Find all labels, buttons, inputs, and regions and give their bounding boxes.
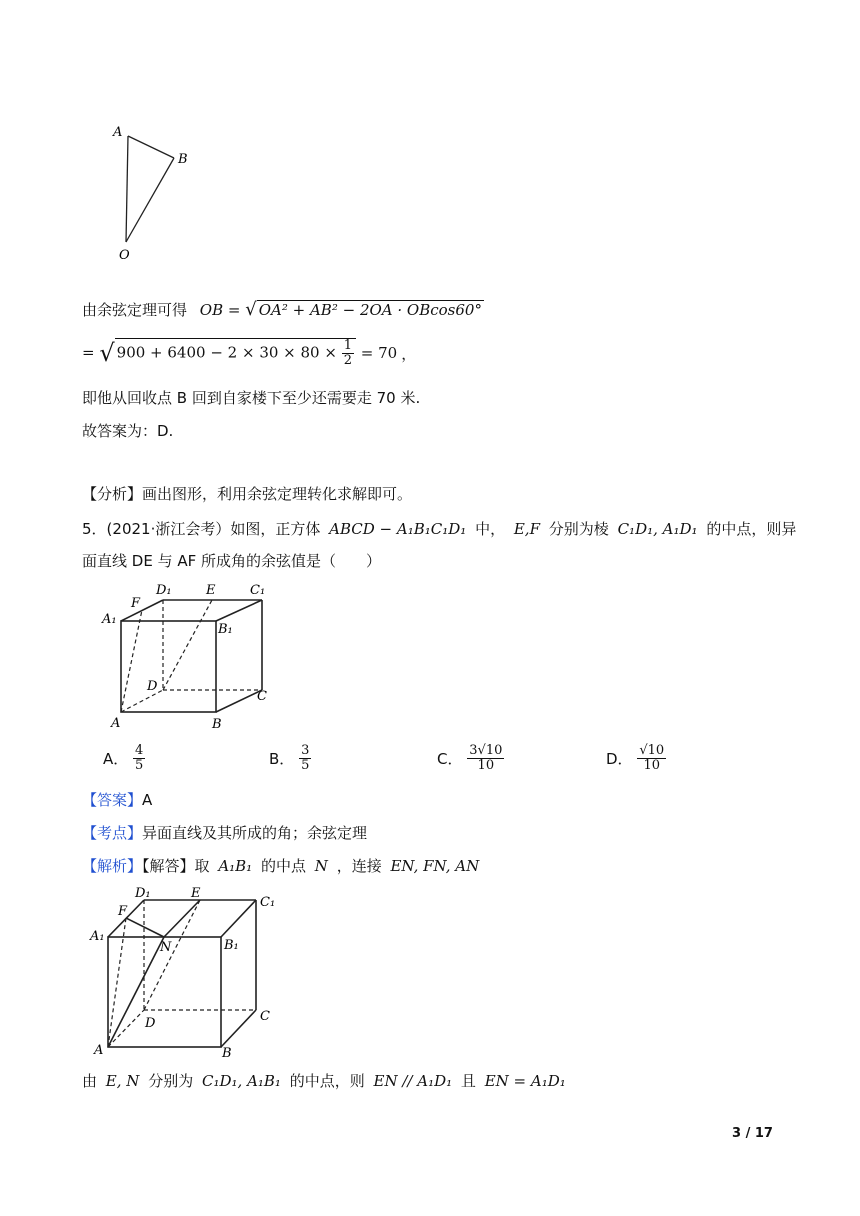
cube-front-face [121, 621, 216, 712]
conclusion-line: 即他从回收点 B 回到自家楼下至少还需要走 70 米. [82, 389, 421, 407]
label-e: E [206, 583, 216, 598]
edge-b-c [221, 1010, 256, 1047]
line-an [108, 937, 164, 1047]
edge-b1-c1 [216, 600, 262, 621]
label-d1: D₁ [156, 583, 172, 598]
option-c[interactable]: C． $\frac{3√10}{10}$ [437, 743, 503, 773]
label-n: N [160, 940, 172, 955]
option-a[interactable]: A． $\frac{4}{5}$ [103, 743, 144, 773]
cube-figure [100, 580, 280, 732]
label-c: C [260, 1009, 270, 1024]
edge-ob [126, 158, 174, 242]
label-f: F [118, 904, 128, 919]
label-d: D [147, 679, 158, 694]
edge-b-c [216, 690, 262, 712]
label-b1: B₁ [224, 938, 239, 953]
edge-a1-d1 [121, 600, 163, 621]
analysis-line: 【分析】画出图形，利用余弦定理转化求解即可。 [82, 485, 413, 503]
label-a1: A₁ [102, 612, 117, 627]
label-b: B [178, 152, 188, 167]
label-o: O [119, 248, 130, 263]
edge-ab [128, 136, 174, 158]
cosine-law-line: 由余弦定理可得 OB = √ OA² + AB² − 2OA · OBcos60° [82, 299, 482, 320]
line-fn [126, 918, 164, 937]
hidden-a-d [108, 1010, 144, 1047]
cube-figure-with-n [88, 880, 288, 1060]
edge-b1-c1 [221, 900, 256, 937]
line-de [163, 600, 212, 690]
label-d1: D₁ [135, 886, 151, 901]
triangle-figure [110, 122, 200, 264]
solution-section: 【解析】【解答】取 A₁B₁ 的中点 N ，连接 EN, FN, AN [82, 857, 480, 875]
label-a1: A₁ [90, 929, 105, 944]
label-b: B [212, 717, 222, 732]
label-b1: B₁ [218, 622, 233, 637]
line-af [121, 610, 142, 712]
label-a: A [113, 125, 123, 140]
label-f: F [131, 596, 141, 611]
label-a: A [111, 716, 121, 731]
topic-section: 【考点】异面直线及其所成的角；余弦定理 [82, 824, 368, 842]
final-line: 由 E, N 分别为 C₁D₁, A₁B₁ 的中点，则 EN // A₁D₁ 且 EN = A₁D₁ [82, 1072, 566, 1090]
line-en [164, 900, 200, 937]
label-c: C [257, 689, 267, 704]
option-d[interactable]: D． $\frac{√10}{10}$ [606, 743, 665, 773]
edge-ao [126, 136, 128, 242]
label-c1: C₁ [250, 583, 266, 598]
answer-section: 【答案】A [82, 791, 153, 809]
option-b[interactable]: B． $\frac{3}{5}$ [269, 743, 310, 773]
calculation-line: = √ 900 + 6400 − 2 × 30 × 80 × $\frac{1}{2}$ = 70 ， [82, 338, 417, 368]
question-5-line1: 5．(2021·浙江会考）如图，正方体 ABCD − A₁B₁C₁D₁ 中， E,F 分别为棱 C₁D₁, A₁D₁ 的中点，则异 [82, 520, 797, 538]
page-number: 3 / 17 [732, 1126, 773, 1141]
label-d: D [145, 1016, 156, 1031]
label-a: A [94, 1043, 104, 1058]
question-5-line2: 面直线 DE 与 AF 所成角的余弦值是（ ） [82, 552, 381, 570]
label-e: E [191, 886, 201, 901]
line-de [144, 900, 200, 1010]
label-b: B [222, 1046, 232, 1060]
label-c1: C₁ [260, 895, 276, 910]
answer-line: 故答案为：D. [82, 422, 174, 440]
